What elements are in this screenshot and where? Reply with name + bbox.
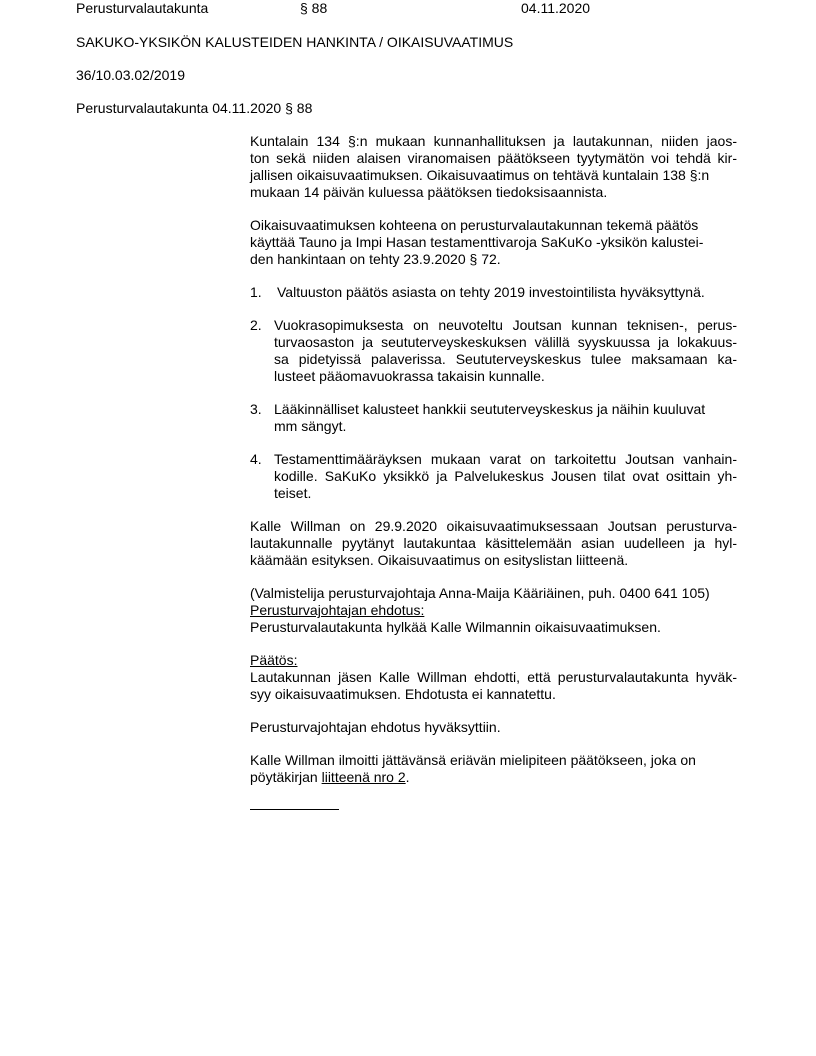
dissent-prefix: pöytäkirjan [250, 769, 322, 785]
document-title: SAKUKO-YKSIKÖN KALUSTEIDEN HANKINTA / OIKAISUVAATIMUS [76, 34, 514, 50]
text-line: mukaan 14 päivän kuluessa päätöksen tiedoksisaannista. [250, 184, 608, 200]
text-line: teiset. [274, 485, 312, 501]
text-line: kodille. SaKuKo yksikkö ja Palvelukeskus Jousen tilat ovat osittain yh- [274, 468, 737, 484]
text-line: Valtuuston päätös asiasta on tehty 2019 investointilista hyväksyttynä. [277, 284, 705, 300]
text-line: jallisen oikaisuvaatimuksen. Oikaisuvaatimus on tehtävä kuntalain 138 §:n [250, 167, 710, 183]
text-line: sa pidetyissä palaverissa. Seututerveyskeskus tulee maksamaan ka- [274, 351, 737, 367]
paragraph-legal-basis [250, 133, 737, 201]
text-line: Kalle Willman on 29.9.2020 oikaisuvaatimuksessaan Joutsan perusturva- [250, 518, 737, 534]
text-line: ton sekä niiden alaisen viranomaisen päätökseen tyytymätön voi tehdä kir- [250, 150, 737, 166]
text-line: syy oikaisuvaatimuksen. Ehdotusta ei kannatettu. [250, 686, 556, 702]
list-number: 1. [250, 284, 262, 300]
text-line: Lautakunnan jäsen Kalle Willman ehdotti, että perusturvalautakunta hyväk- [250, 669, 737, 685]
text-line: käämään esityksen. Oikaisuvaatimus on esityslistan liitteenä. [250, 552, 629, 568]
text-line: lautakunnalle pyytänyt lautakuntaa käsittelemään asian uudelleen ja hyl- [250, 535, 737, 551]
text-line: Kuntalain 134 §:n mukaan kunnanhallituksen ja lautakunnan, niiden jaos- [250, 133, 737, 149]
list-number: 4. [250, 451, 262, 467]
record-id: 36/10.03.02/2019 [76, 67, 185, 83]
end-rule [250, 809, 339, 810]
dissent-block [250, 752, 737, 786]
text-line: Lääkinnälliset kalusteet hankkii seututerveyskeskus ja näihin kuuluvat [274, 401, 706, 417]
text-line: Perusturvajohtajan ehdotus hyväksyttiin. [250, 719, 501, 735]
meeting-reference: Perusturvalautakunta 04.11.2020 § 88 [76, 100, 313, 116]
header-date: 04.11.2020 [521, 0, 591, 16]
list-number: 2. [250, 317, 262, 333]
text-line: Testamenttimääräyksen mukaan varat on tarkoitettu Joutsan vanhain- [274, 451, 737, 467]
appendix-link[interactable]: liitteenä nro 2 [321, 769, 406, 785]
decision-heading: Päätös: [250, 652, 298, 668]
text-line: den hankintaan on tehty 23.9.2020 § 72. [250, 251, 501, 267]
list-item [250, 317, 737, 385]
preparer-note: (Valmistelija perusturvajohtaja Anna-Maija Kääriäinen, puh. 0400 641 105) [250, 585, 710, 601]
numbered-list [250, 284, 737, 502]
header-section: § 88 [300, 0, 328, 16]
proposal-block [250, 585, 737, 636]
approval-statement [250, 719, 737, 736]
list-item [250, 451, 737, 502]
dissent-suffix: . [405, 769, 410, 785]
text-line: turvaosaston ja seututerveyskeskuksen välillä syyskuussa ja lokakuus- [274, 334, 737, 350]
text-line: Kalle Willman ilmoitti jättävänsä eriävän mielipiteen päätökseen, joka on [250, 752, 696, 768]
decision-block [250, 652, 737, 703]
proposal-heading: Perusturvajohtajan ehdotus: [250, 602, 425, 618]
list-number: 3. [250, 401, 262, 417]
text-line [250, 769, 737, 786]
text-line: käyttää Tauno ja Impi Hasan testamenttivaroja SaKuKo -yksikön kalustei- [250, 234, 704, 250]
text-line: Oikaisuvaatimuksen kohteena on perusturvalautakunnan tekemä päätös [250, 217, 699, 233]
header-board: Perusturvalautakunta [76, 0, 209, 16]
proposal-text: Perusturvalautakunta hylkää Kalle Wilmannin oikaisuvaatimuksen. [250, 619, 661, 635]
text-line: lusteet pääomavuokrassa takaisin kunnalle. [274, 368, 545, 384]
text-line: Vuokrasopimuksesta on neuvoteltu Joutsan kunnan teknisen-, perus- [274, 317, 737, 333]
paragraph-subject [250, 217, 737, 268]
document-body [250, 133, 737, 802]
text-line: mm sängyt. [274, 418, 347, 434]
list-item [250, 284, 737, 301]
list-item [250, 401, 737, 435]
paragraph-appeal [250, 518, 737, 569]
